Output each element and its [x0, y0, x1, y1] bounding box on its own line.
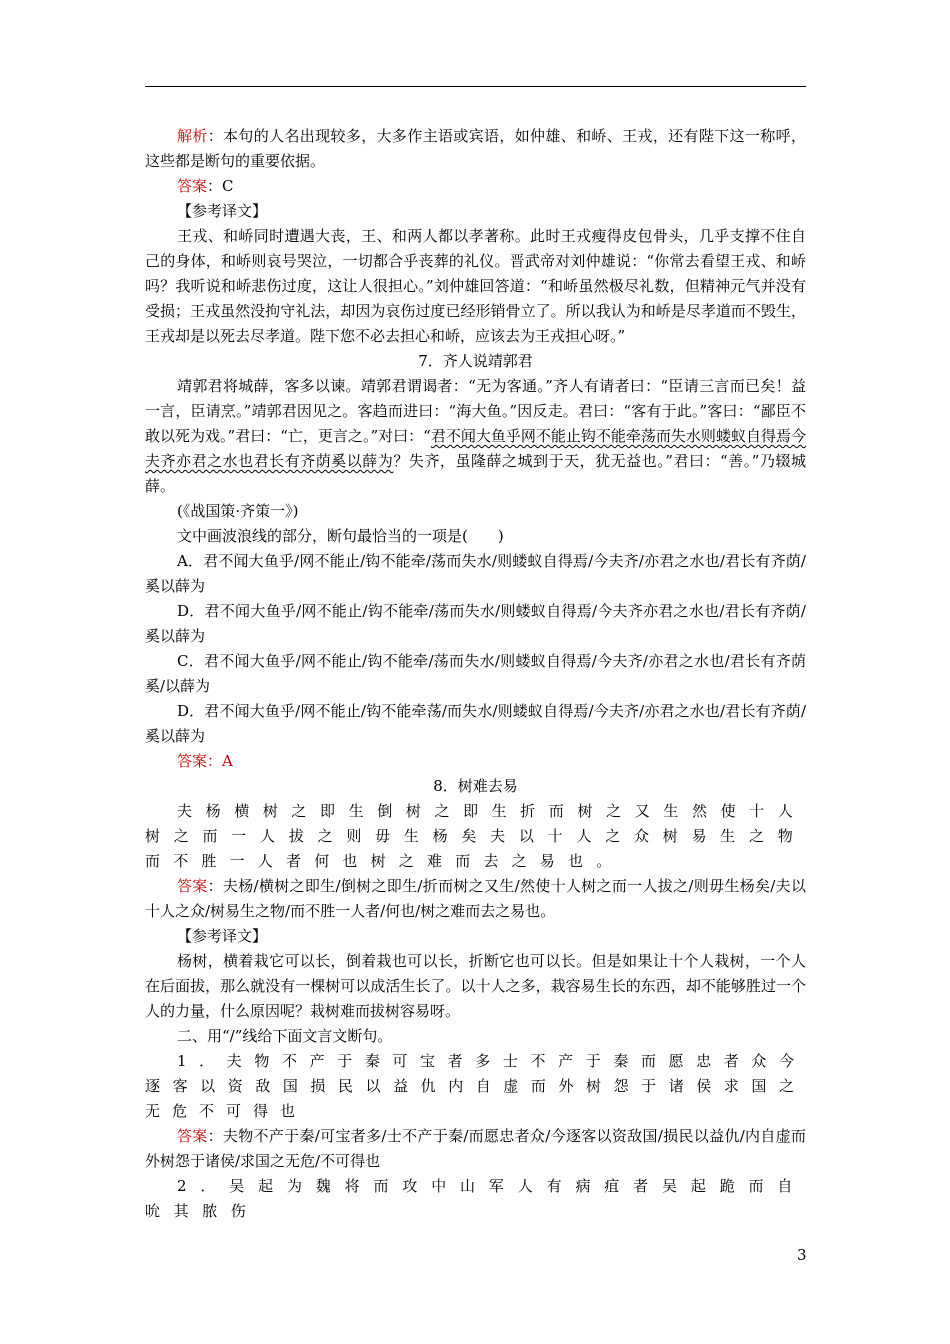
- section-heading-2: 二、用“/”线给下面文言文断句。: [177, 1027, 393, 1045]
- passage-8: 夫杨横树之即生倒树之即生折而树之又生然使十人树之而一人拔之则毋生杨矣夫以十人之众树易生之物而不胜一人者何也树之难而去之易也。: [145, 802, 806, 870]
- analysis-paragraph: 解析：本句的人名出现较多，大多作主语或宾语，如仲雄、和峤、王戎，还有陛下这一称呼，这些都是断句的重要依据。: [145, 127, 806, 170]
- answer-8: 答案：夫杨/横树之即生/倒树之即生/折而树之又生/然使十人树之而一人拔之/则毋生杨矣/夫以十人之众/树易生之物/而不胜一人者/何也/树之难而去之易也。: [145, 877, 806, 920]
- header-rule: [145, 86, 806, 87]
- answer-7: 答案：A: [177, 752, 233, 770]
- exercise-2: 2．吴起为魏将而攻中山军人有病疽者吴起跪而自吮其脓伤: [145, 1177, 806, 1220]
- document-body: [145, 124, 806, 1224]
- analysis-label: 解析: [177, 127, 208, 145]
- answer-label: 答案: [177, 1127, 208, 1145]
- wavy-underlined-text: 君不闻大鱼乎网不能止钩不能牵荡而失水则蝼蚁自得焉今夫齐亦君之水也君长有齐荫奚以薛为: [145, 427, 806, 470]
- section-title-8: 8．树难去易: [433, 777, 518, 795]
- answer-line: 答案：C: [177, 177, 234, 195]
- answer-exercise-1: 答案：夫物不产于秦/可宝者多/士不产于秦/而愿忠者众/今逐客以资敌国/损民以益仇/内自虚而外树怨于诸侯/求国之无危/不可得也: [145, 1127, 806, 1170]
- option-a: A．君不闻大鱼乎/网不能止/钩不能牵/荡而失水/则蝼蚁自得焉/今夫齐/亦君之水也/君长有齐荫/奚以薛为: [145, 552, 806, 595]
- answer-label: 答案: [177, 752, 208, 770]
- option-b: D．君不闻大鱼乎/网不能止/钩不能牵/荡而失水/则蝼蚁自得焉/今夫齐亦君之水也/君长有齐荫/奚以薛为: [145, 602, 806, 645]
- option-c: C．君不闻大鱼乎/网不能止/钩不能牵/荡而失水/则蝼蚁自得焉/今夫齐/亦君之水也/君长有齐荫奚/以薛为: [145, 652, 806, 695]
- passage-7: 靖郭君将城薛，客多以谏。靖郭君谓谒者：“无为客通。”齐人有请者曰：“臣请三言而已矣！益一言，臣请烹。”靖郭君因见之。客趋而进曰：“海大鱼。”因反走。君曰：“客有于此。”客曰：“鄙臣不敢以死为戏。”君曰：“亡，更言之。”对曰：“君不闻大鱼乎网不能止钩不能牵荡而失水则蝼蚁自得焉今夫齐亦君之水也君长有齐荫奚以薛为？失齐，虽隆薛之城到于天，犹无益也。”君曰：“善。”乃辍城薛。: [145, 377, 806, 495]
- question-7: 文中画波浪线的部分，断句最恰当的一项是( ): [177, 527, 504, 545]
- source-citation: (《战国策·齐策一》): [177, 502, 299, 520]
- section-title-7: 7．齐人说靖郭君: [418, 352, 533, 370]
- answer-label: 答案: [177, 177, 208, 195]
- exercise-1: 1．夫物不产于秦可宝者多士不产于秦而愿忠者众今逐客以资敌国损民以益仇内自虚而外树怨于诸侯求国之无危不可得也: [145, 1052, 806, 1120]
- answer-label: 答案: [177, 877, 208, 895]
- translation-heading: 【参考译文】: [177, 202, 268, 220]
- page-number: 3: [797, 1246, 807, 1264]
- option-d: D．君不闻大鱼乎/网不能止/钩不能牵荡/而失水/则蝼蚁自得焉/今夫齐/亦君之水也/君长有齐荫/奚以薛为: [145, 702, 806, 745]
- translation-heading-2: 【参考译文】: [177, 927, 268, 945]
- translation-paragraph: 王戎、和峤同时遭遇大丧，王、和两人都以孝著称。此时王戎瘦得皮包骨头，几乎支撑不住自己的身体，和峤则哀号哭泣，一切都合乎丧葬的礼仪。晋武帝对刘仲雄说：“你常去看望王戎、和峤吗？我听说和峤悲伤过度，这让人很担心。”刘仲雄回答道：“和峤虽然极尽礼数，但精神元气并没有受损；王戎虽然没拘守礼法，却因为哀伤过度已经形销骨立了。所以我认为和峤是尽孝道而不毁生，王戎却是以死去尽孝道。陛下您不必去担心和峤，应该去为王戎担心呀。”: [145, 227, 806, 345]
- translation-paragraph-2: 杨树，横着栽它可以长，倒着栽也可以长，折断它也可以长。但是如果让十个人栽树，一个人在后面拔，那么就没有一棵树可以成活生长了。以十人之多，栽容易生长的东西，却不能够胜过一个人的力量，什么原因呢？栽树难而拔树容易呀。: [145, 952, 806, 1020]
